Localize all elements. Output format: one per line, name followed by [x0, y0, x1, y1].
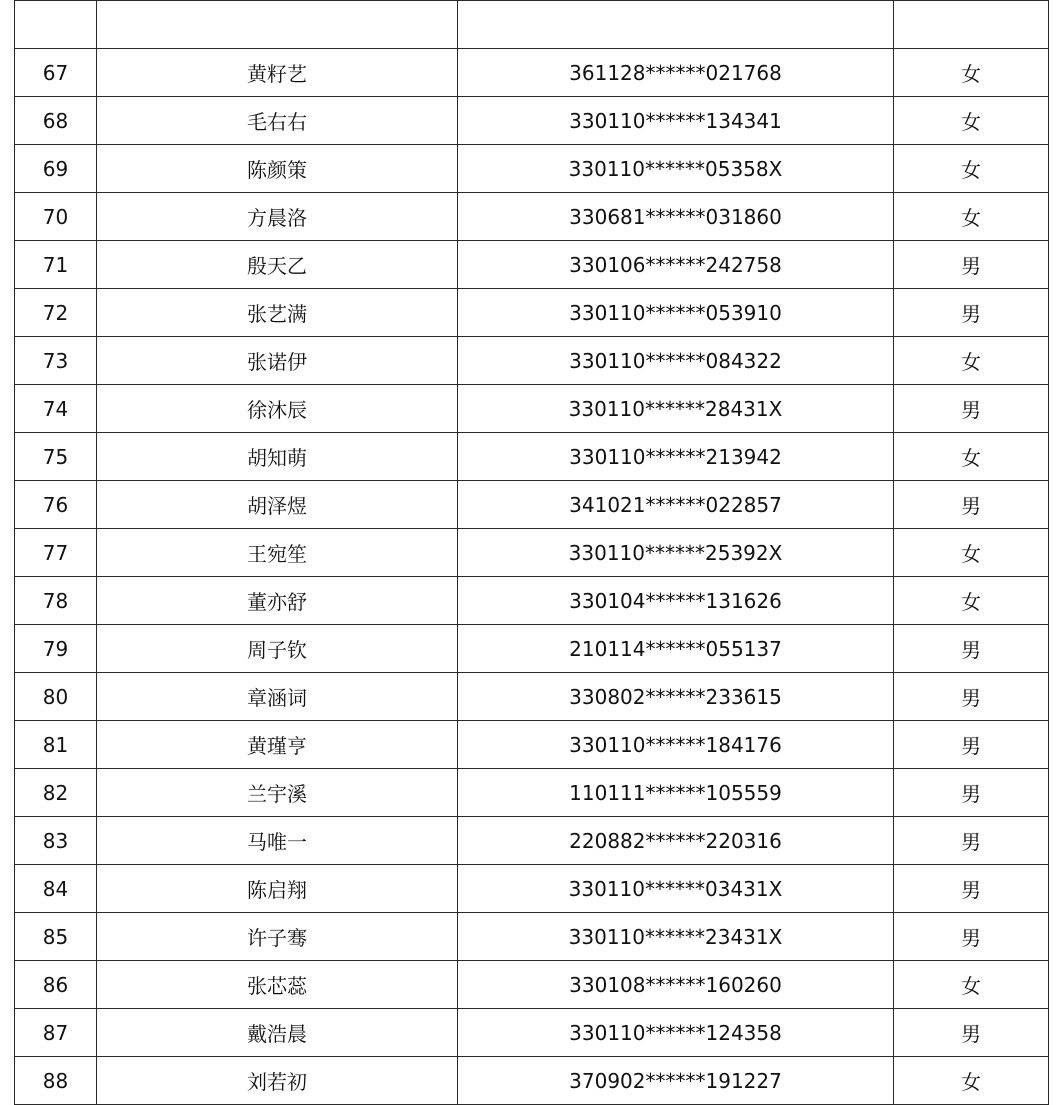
gender-cell: 女 — [894, 433, 1049, 481]
name-cell: 张芯蕊 — [97, 961, 458, 1009]
name-cell: 方晨洛 — [97, 193, 458, 241]
table-row — [15, 865, 1049, 913]
id-number-cell: 330110******084322 — [458, 337, 894, 385]
table-row — [15, 817, 1049, 865]
row-number-cell: 75 — [15, 433, 97, 481]
gender-cell: 男 — [894, 769, 1049, 817]
gender-cell: 女 — [894, 193, 1049, 241]
name-cell: 董亦舒 — [97, 577, 458, 625]
gender-cell: 女 — [894, 1057, 1049, 1105]
table-row — [15, 289, 1049, 337]
row-number-cell: 77 — [15, 529, 97, 577]
name-cell: 陈颜策 — [97, 145, 458, 193]
id-number-cell: 330802******233615 — [458, 673, 894, 721]
id-number-cell: 341021******022857 — [458, 481, 894, 529]
clipped-cell — [894, 1, 1049, 49]
table-row — [15, 49, 1049, 97]
row-number-cell: 72 — [15, 289, 97, 337]
table-row — [15, 577, 1049, 625]
roster-sheet — [14, 0, 1048, 1105]
gender-cell: 女 — [894, 529, 1049, 577]
table-row — [15, 337, 1049, 385]
row-number-cell: 87 — [15, 1009, 97, 1057]
table-row — [15, 529, 1049, 577]
id-number-cell: 330108******160260 — [458, 961, 894, 1009]
name-cell: 戴浩晨 — [97, 1009, 458, 1057]
row-number-cell: 86 — [15, 961, 97, 1009]
id-number-cell: 370902******191227 — [458, 1057, 894, 1105]
gender-cell: 男 — [894, 625, 1049, 673]
row-number-cell: 85 — [15, 913, 97, 961]
gender-cell: 女 — [894, 97, 1049, 145]
name-cell: 徐沐辰 — [97, 385, 458, 433]
row-number-cell: 80 — [15, 673, 97, 721]
gender-cell: 女 — [894, 961, 1049, 1009]
gender-cell: 男 — [894, 481, 1049, 529]
id-number-cell: 330110******28431X — [458, 385, 894, 433]
name-cell: 马唯一 — [97, 817, 458, 865]
gender-cell: 男 — [894, 817, 1049, 865]
table-row — [15, 769, 1049, 817]
table-row — [15, 241, 1049, 289]
table-row — [15, 1009, 1049, 1057]
gender-cell: 男 — [894, 721, 1049, 769]
id-number-cell: 330110******184176 — [458, 721, 894, 769]
roster-table — [14, 0, 1049, 1105]
clipped-cell — [97, 1, 458, 49]
row-number-cell: 82 — [15, 769, 97, 817]
id-number-cell: 210114******055137 — [458, 625, 894, 673]
id-number-cell: 330110******134341 — [458, 97, 894, 145]
name-cell: 陈启翔 — [97, 865, 458, 913]
table-row — [15, 433, 1049, 481]
id-number-cell: 330110******25392X — [458, 529, 894, 577]
table-row — [15, 481, 1049, 529]
row-number-cell: 67 — [15, 49, 97, 97]
gender-cell: 男 — [894, 385, 1049, 433]
row-number-cell: 79 — [15, 625, 97, 673]
name-cell: 兰宇溪 — [97, 769, 458, 817]
id-number-cell: 330110******053910 — [458, 289, 894, 337]
row-number-cell: 81 — [15, 721, 97, 769]
row-number-cell: 74 — [15, 385, 97, 433]
table-row — [15, 961, 1049, 1009]
row-number-cell: 84 — [15, 865, 97, 913]
gender-cell: 男 — [894, 1009, 1049, 1057]
row-number-cell: 70 — [15, 193, 97, 241]
name-cell: 王宛笙 — [97, 529, 458, 577]
id-number-cell: 330110******124358 — [458, 1009, 894, 1057]
name-cell: 许子骞 — [97, 913, 458, 961]
name-cell: 章涵词 — [97, 673, 458, 721]
name-cell: 刘若初 — [97, 1057, 458, 1105]
clipped-previous-row — [15, 1, 1049, 49]
gender-cell: 男 — [894, 673, 1049, 721]
name-cell: 殷天乙 — [97, 241, 458, 289]
clipped-cell — [15, 1, 97, 49]
table-row — [15, 673, 1049, 721]
roster-body — [15, 1, 1049, 1105]
gender-cell: 女 — [894, 145, 1049, 193]
table-row — [15, 193, 1049, 241]
id-number-cell: 330110******03431X — [458, 865, 894, 913]
row-number-cell: 83 — [15, 817, 97, 865]
row-number-cell: 73 — [15, 337, 97, 385]
name-cell: 胡知萌 — [97, 433, 458, 481]
gender-cell: 男 — [894, 241, 1049, 289]
name-cell: 张艺满 — [97, 289, 458, 337]
row-number-cell: 78 — [15, 577, 97, 625]
name-cell: 胡泽煜 — [97, 481, 458, 529]
id-number-cell: 330110******05358X — [458, 145, 894, 193]
name-cell: 周子钦 — [97, 625, 458, 673]
id-number-cell: 110111******105559 — [458, 769, 894, 817]
row-number-cell: 71 — [15, 241, 97, 289]
id-number-cell: 361128******021768 — [458, 49, 894, 97]
name-cell: 张诺伊 — [97, 337, 458, 385]
row-number-cell: 68 — [15, 97, 97, 145]
gender-cell: 男 — [894, 865, 1049, 913]
name-cell: 黄籽艺 — [97, 49, 458, 97]
id-number-cell: 330110******213942 — [458, 433, 894, 481]
name-cell: 毛右右 — [97, 97, 458, 145]
gender-cell: 女 — [894, 337, 1049, 385]
row-number-cell: 88 — [15, 1057, 97, 1105]
table-row — [15, 913, 1049, 961]
name-cell: 黄瑾亨 — [97, 721, 458, 769]
id-number-cell: 220882******220316 — [458, 817, 894, 865]
row-number-cell: 76 — [15, 481, 97, 529]
table-row — [15, 625, 1049, 673]
gender-cell: 女 — [894, 577, 1049, 625]
id-number-cell: 330110******23431X — [458, 913, 894, 961]
gender-cell: 男 — [894, 289, 1049, 337]
id-number-cell: 330681******031860 — [458, 193, 894, 241]
row-number-cell: 69 — [15, 145, 97, 193]
clipped-cell — [458, 1, 894, 49]
gender-cell: 男 — [894, 913, 1049, 961]
table-row — [15, 721, 1049, 769]
table-row — [15, 145, 1049, 193]
gender-cell: 女 — [894, 49, 1049, 97]
table-row — [15, 1057, 1049, 1105]
id-number-cell: 330104******131626 — [458, 577, 894, 625]
table-row — [15, 97, 1049, 145]
id-number-cell: 330106******242758 — [458, 241, 894, 289]
table-row — [15, 385, 1049, 433]
